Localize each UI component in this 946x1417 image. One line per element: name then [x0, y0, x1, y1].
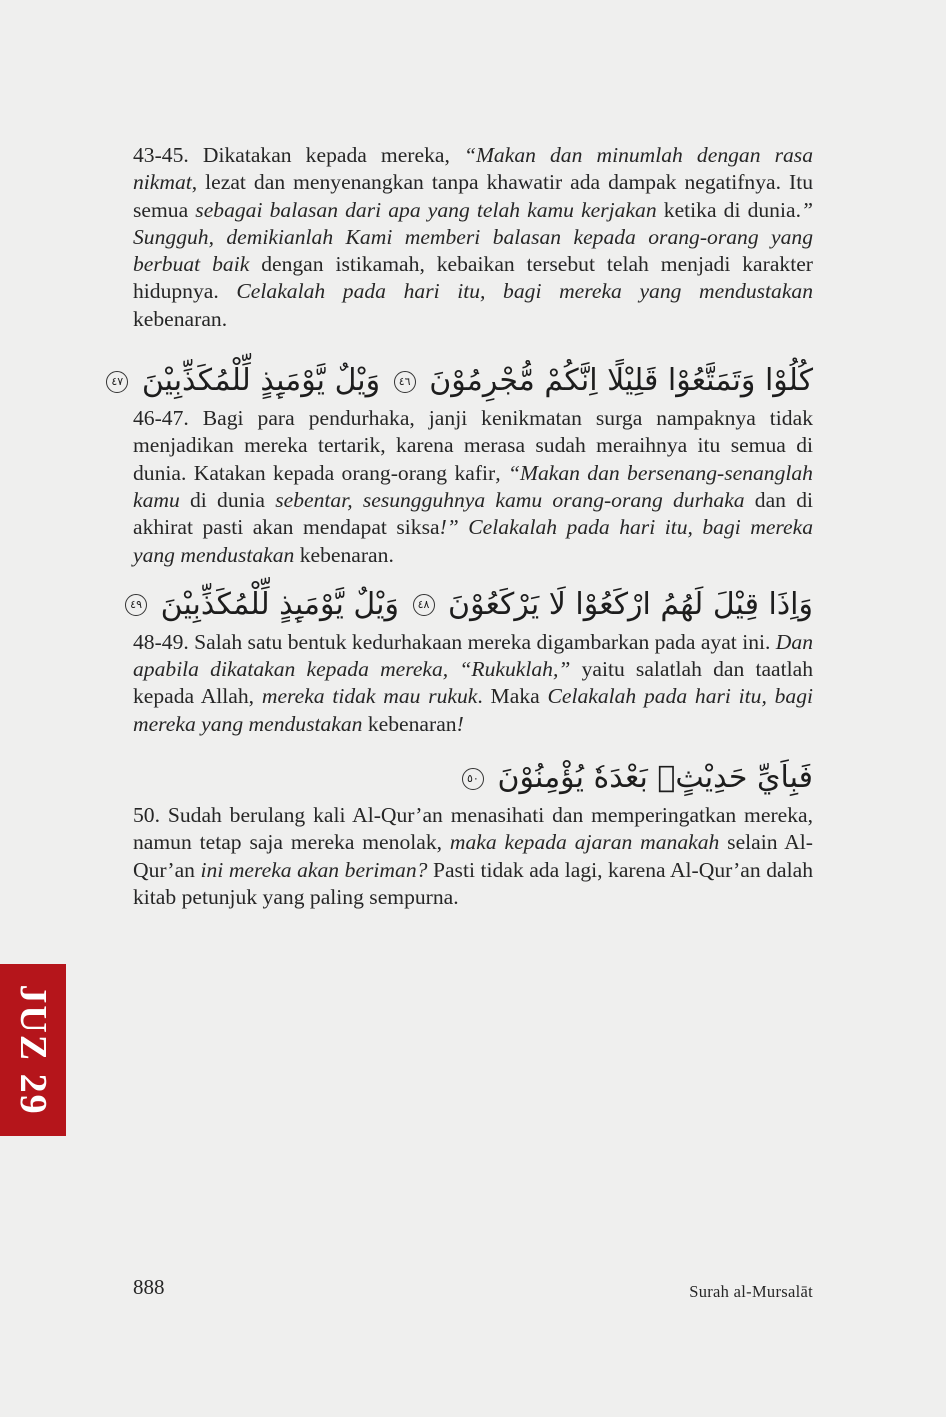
tafsir-paragraph-50 [133, 802, 813, 911]
text-run: 50. Sudah berulang kali Al-Qur’an menasihati dan memperingatkan mereka, namun tetap saja mereka menolak, [133, 803, 813, 855]
italic-text-run: , “Makan dan bersenang-senanglah kamu [133, 460, 813, 512]
text-run: di dunia [179, 487, 276, 512]
ayah-number-marker: ٤٧ [106, 371, 128, 393]
page-content [111, 142, 814, 911]
text-run: 48-49. Salah satu bentuk kedurhakaan mereka digambarkan pada ayat ini. [133, 629, 776, 654]
italic-text-run: ini mereka akan beriman? [200, 857, 428, 882]
text-run: dengan istikamah, kebaikan tersebut telah menjadi karakter hidupnya. [133, 252, 813, 304]
juz-label: JUZ 29 [12, 984, 54, 1116]
italic-text-run: Celakalah pada hari itu, bagi mereka yang mendustakan [236, 279, 814, 304]
ayah-number-marker: ٤٦ [394, 371, 416, 393]
text-run: dan di akhirat pasti akan mendapat siksa [133, 487, 813, 540]
text-run: 43-45. Dikatakan kepada mereka, [133, 143, 464, 167]
arabic-verse-48-49 [130, 583, 813, 627]
text-run: kebenaran. [133, 306, 228, 331]
italic-text-run: maka kepada ajaran manakah [449, 830, 720, 855]
ayah-number-marker: ٥٠ [462, 768, 484, 790]
verse-text: وَيْلٌ يَّوْمَىِٕذٍ لِّلْمُكَذِّبِيْنَ [160, 586, 399, 622]
tafsir-paragraph-46-47 [133, 405, 813, 569]
tafsir-paragraph-48-49 [133, 629, 813, 738]
italic-text-run: !” Celakalah pada hari itu, bagi mereka yang mendustakan [133, 515, 814, 567]
text-run: kebenaran. [294, 542, 394, 567]
verse-text: وَيْلٌ يَّوْمَىِٕذٍ لِّلْمُكَذِّبِيْنَ [141, 363, 381, 399]
text-run: , lezat dan menyenangkan tanpa khawatir ada dampak negatifnya. Itu semua [133, 170, 813, 222]
text-run: yaitu salatlah dan taatlah kepada Allah, [133, 657, 813, 709]
juz-tab [0, 964, 66, 1136]
italic-text-run: Dan apabila dikatakan kepada mereka, “Rukuklah,” [133, 629, 813, 682]
arabic-verse-50 [133, 756, 813, 800]
text-run: . Maka [477, 684, 548, 709]
arabic-verse-46-47 [111, 359, 813, 403]
text-run: 46-47. Bagi para pendurhaka, janji kenikmatan surga nampaknya tidak menjadikan mereka tertarik, karena merasa sudah meraihnya itu semua di dunia. Katakan kepada orang-orang kafir [133, 406, 813, 485]
verse-text: وَاِذَا قِيْلَ لَهُمُ ارْكَعُوْا لَا يَرْكَعُوْنَ [448, 586, 813, 622]
running-footer-surah: Surah al-Mursalāt [689, 1282, 813, 1301]
text-run: kebenaran [362, 711, 457, 736]
italic-text-run: ! [456, 711, 464, 736]
italic-text-run: mereka tidak mau rukuk [261, 684, 478, 709]
text-run: Pasti tidak ada lagi, karena Al-Qur’an dalah kitab petunjuk yang paling sempurna. [133, 857, 813, 909]
italic-text-run: “Makan dan minumlah dengan rasa nikmat [133, 143, 813, 195]
text-run: selain Al-Qur’an [133, 830, 813, 882]
verse-text: كُلُوْا وَتَمَتَّعُوْا قَلِيْلًا اِنَّكُمْ مُّجْرِمُوْنَ [429, 363, 813, 399]
ayah-number-marker: ٤٩ [125, 594, 147, 616]
text-run: ketika di dunia. [656, 197, 801, 222]
italic-text-run: Celakalah pada hari itu, bagi mereka yang mendustakan [133, 684, 814, 736]
italic-text-run: sebentar, sesungguhnya kamu orang-orang durhaka [275, 487, 745, 512]
tafsir-paragraph-43-45 [133, 142, 813, 333]
italic-text-run: ” Sungguh, demikianlah Kami memberi balasan kepada orang-orang yang berbuat baik [133, 197, 813, 277]
italic-text-run: sebagai balasan dari apa yang telah kamu kerjakan [195, 197, 657, 222]
verse-text: فَبِاَيِّ حَدِيْثٍۢ بَعْدَهٗ يُؤْمِنُوْنَ [497, 760, 813, 796]
page-number: 888 [133, 1275, 165, 1299]
ayah-number-marker: ٤٨ [413, 594, 435, 616]
